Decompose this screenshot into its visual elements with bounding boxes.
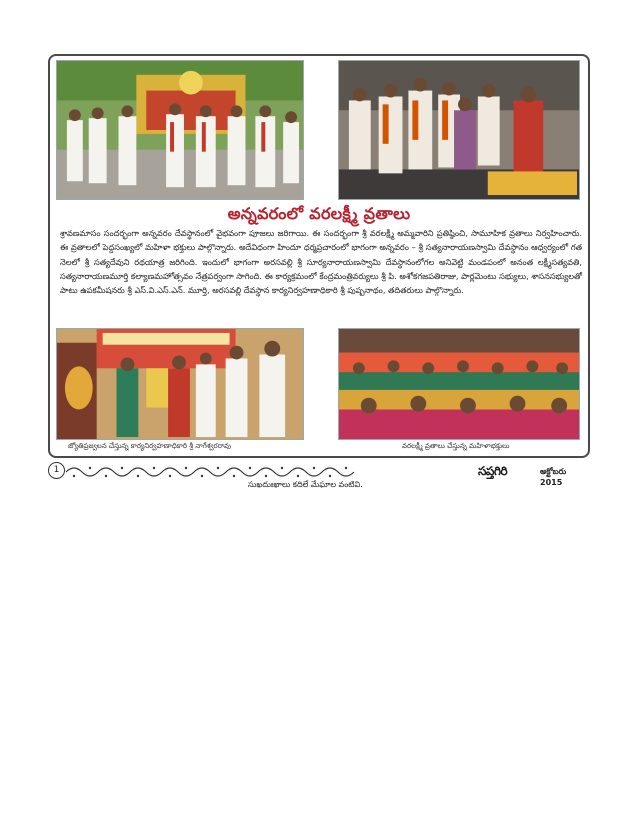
decorative-wave-divider: [66, 462, 356, 482]
footer-quote: సుఖదుఃఖాలు కదిలే మేఘాల వంటివి.: [248, 480, 363, 489]
lamp-lighting-photo: [56, 328, 304, 440]
magazine-masthead: సప్తగిరి: [478, 464, 508, 478]
page-footer: [48, 462, 590, 502]
devotees-vratham-photo: [338, 328, 580, 440]
pooja-photo: [338, 60, 580, 200]
article-panel: [48, 54, 590, 458]
issue-date: అక్టోబరు 2015: [540, 467, 567, 487]
caption-lamp-lighting: జ్యోతిప్రజ్వలన చేస్తున్న కార్యనిర్వహణాధికారి శ్రీ నాగేశ్వరరావు: [68, 442, 232, 450]
procession-photo: [56, 60, 304, 200]
caption-devotees: వరలక్ష్మీ వ్రతాలు చేస్తున్న మహిళాభక్తులు: [402, 442, 510, 450]
article-title: అన్నవరంలో వరలక్ష్మీ వ్రతాలు: [227, 204, 411, 223]
page-number: 1: [48, 462, 65, 479]
article-body: శ్రావణమాసం సందర్భంగా అన్నవరం దేవస్థానంలో వైభవంగా పూజలు జరిగాయి. ఈ సందర్భంగా శ్రీ వరలక్ష్మీ అమ్మవారిని ప్రతిష్ఠించి, సామూహిక వ్రతాలు నిర్వహించారు. ఈ వ్రతాలలో పెద్దసంఖ్యలో మహిళా భక్తులు పాల్గొన్నారు. అదేవిధంగా హిందూ ధర్మప్రచారంలో భాగంగా అన్నవరం – శ్రీ సత్యనారాయణస్వామి దేవస్థానం ఆధ్వర్యంలో గత నెలలో శ్రీ సత్యదేవుని రథయాత్ర జరిగింది. ఇందులో భాగంగా అరసవల్లి శ్రీ సూర్యనారాయణస్వామి దేవస్థానంలోగల అనివెట్టి మండపంలో అనంత లక్ష్మీసత్యవతి, సత్యనారాయణమూర్తి కల్యాణమహోత్సవం నేత్రపర్వంగా సాగింది. ఈ కార్యక్రమంలో కేంద్రమంత్రివర్యులు శ్రీ పి. అశోకగజపతిరాజు, పార్లమెంటు సభ్యులు, శాసనసభ్యులతో పాటు ఉపకమీషనరు శ్రీ ఎస్.వి.ఎస్.ఎన్. మూర్తి, అరసవల్లి దేవస్థాన కార్యనిర్వహణాధికారి శ్రీ పుష్పనాథం, తదితరులు పాల్గొన్నారు.: [60, 228, 582, 296]
